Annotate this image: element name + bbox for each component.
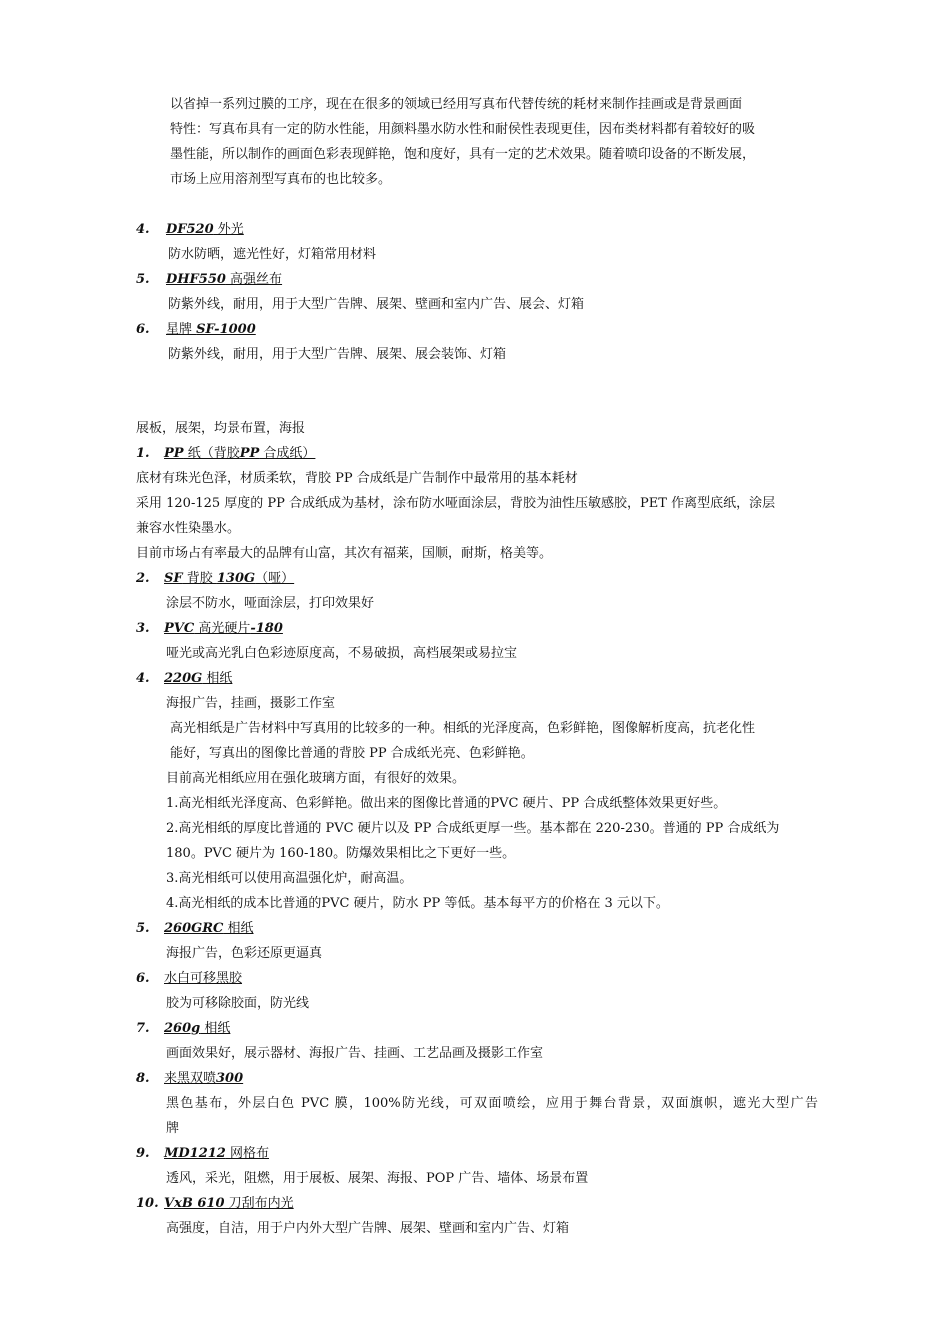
heading-code: 220G [164,671,203,686]
heading-code: -180 [250,621,283,636]
item-heading [164,920,254,938]
item-heading [166,221,244,239]
list-number: 9. [136,1146,150,1161]
heading-text: 合成纸） [259,446,316,461]
heading-text: 星牌 [166,322,197,337]
heading-code: 300 [216,1071,244,1086]
list-number: 1. [136,446,150,461]
heading-text: 外光 [213,222,244,237]
heading-code: SF-1000 [196,322,256,337]
item-heading [166,271,282,289]
heading-text: 水白可移黑胶 [164,971,243,986]
item-heading [164,445,315,463]
item-description: 防紫外线，耐用，用于大型广告牌、展架、壁画和室内广告、展会、灯箱 [168,297,585,312]
item-description: 防水防晒，遮光性好，灯箱常用材料 [168,247,377,262]
intro-line: 市场上应用溶剂型写真布的也比较多。 [170,172,392,187]
item-description: 海报广告，色彩还原更逼真 [166,946,323,961]
list-number: 4. [136,671,150,686]
item-description: 兼容水性染墨水。 [136,521,241,536]
item-description: 画面效果好，展示器材、海报广告、挂画、工艺品画及摄影工作室 [166,1046,544,1061]
heading-code: VxB 610 [164,1196,225,1211]
item-description: 目前市场占有率最大的品牌有山富，其次有福莱，国顺，耐斯，格美等。 [136,546,553,561]
item-description: 防紫外线，耐用，用于大型广告牌、展架、展会装饰、灯箱 [168,347,507,362]
heading-code: PVC [164,621,195,636]
heading-text: （哑） [255,571,295,586]
item-description: 4.高光相纸的成本比普通的PVC 硬片，防水 PP 等低。基本每平方的价格在 3 元以下。 [166,896,669,911]
intro-line: 以省掉一系列过膜的工序，现在在很多的领域已经用写真布代替传统的耗材来制作挂画或是背景画面 [170,97,743,112]
heading-text: 刀刮布内光 [224,1196,294,1211]
item-description: 2.高光相纸的厚度比普通的 PVC 硬片以及 PP 合成纸更厚一些。基本都在 220-230。普通的 PP 合成纸为 [166,821,780,836]
list-number: 8. [136,1071,150,1086]
list-number: 5. [136,272,150,287]
heading-code: PP [239,446,260,461]
heading-text: 相纸 [202,671,233,686]
heading-text: 纸（背胶 [183,446,240,461]
item-heading [164,570,294,588]
heading-code: DHF550 [166,272,226,287]
list-number: 3. [136,621,150,636]
item-description: 海报广告，挂画，摄影工作室 [166,696,336,711]
list-number: 6. [136,971,150,986]
item-description: 哑光或高光乳白色彩迹原度高，不易破损，高档展架或易拉宝 [166,646,518,661]
intro-line: 墨性能，所以制作的画面色彩表现鲜艳，饱和度好，具有一定的艺术效果。随着喷印设备的不断发展， [170,147,756,162]
heading-code: 260g [164,1021,201,1036]
item-description: 胶为可移除胶面，防光线 [166,996,310,1011]
heading-text: 来黑双喷 [164,1071,217,1086]
list-number: 5. [136,921,150,936]
heading-code: 130G [216,571,256,586]
item-heading [164,670,232,688]
item-heading [164,1070,243,1088]
item-description: 能好，写真出的图像比普通的背胶 PP 合成纸光亮、色彩鲜艳。 [170,746,534,761]
item-description: 高强度，自洁，用于户内外大型广告牌、展架、壁画和室内广告、灯箱 [166,1221,570,1236]
heading-code: 260GRC [164,921,224,936]
item-description: 黑色基布，外层白色 PVC 膜，100%防光线，可双面喷绘，应用于舞台背景，双面旗帜，遮光大型广告 [166,1096,818,1111]
item-description: 180。PVC 硬片为 160-180。防爆效果相比之下更好一些。 [166,846,516,861]
item-description: 采用 120-125 厚度的 PP 合成纸成为基材，涂布防水哑面涂层，背胶为油性压敏感胶，PET 作离型底纸，涂层 [136,496,776,511]
heading-text: 网格布 [225,1146,269,1161]
item-heading [164,970,242,988]
list-number: 6. [136,322,150,337]
item-heading [164,1195,294,1213]
heading-code: PP [164,446,184,461]
item-description: 高光相纸是广告材料中写真用的比较多的一种。相纸的光泽度高，色彩鲜艳，图像解析度高，抗老化性 [170,721,756,736]
heading-text: 相纸 [223,921,254,936]
heading-text: 背胶 [182,571,217,586]
list-number: 2. [136,571,150,586]
intro-line: 特性：写真布具有一定的防水性能，用颜料墨水防水性和耐侯性表现更佳，因布类材料都有着较好的吸 [170,122,756,137]
heading-text: 高光硬片 [194,621,251,636]
heading-code: MD1212 [164,1146,226,1161]
heading-text: 相纸 [200,1021,231,1036]
item-description: 底材有珠光色泽，材质柔软，背胶 PP 合成纸是广告制作中最常用的基本耗材 [136,471,578,486]
item-description: 3.高光相纸可以使用高温强化炉，耐高温。 [166,871,413,886]
item-description: 1.高光相纸光泽度高、色彩鲜艳。做出来的图像比普通的PVC 硬片、PP 合成纸整体效果更好些。 [166,796,727,811]
item-heading [166,321,256,339]
list-number: 7. [136,1021,150,1036]
item-heading [164,620,283,638]
heading-code: SF [164,571,183,586]
heading-text: 高强丝布 [225,272,283,287]
list-number: 4. [136,222,150,237]
item-heading [164,1020,230,1038]
item-description: 透风，采光，阻燃，用于展板、展架、海报、POP 广告、墙体、场景布置 [166,1171,589,1186]
item-description: 牌 [166,1121,180,1136]
list-number: 10. [136,1196,159,1211]
item-heading [164,1145,269,1163]
item-description: 目前高光相纸应用在强化玻璃方面，有很好的效果。 [166,771,466,786]
section-title: 展板，展架，均景布置，海报 [136,421,306,436]
heading-code: DF520 [166,222,214,237]
item-description: 涂层不防水，哑面涂层，打印效果好 [166,596,375,611]
